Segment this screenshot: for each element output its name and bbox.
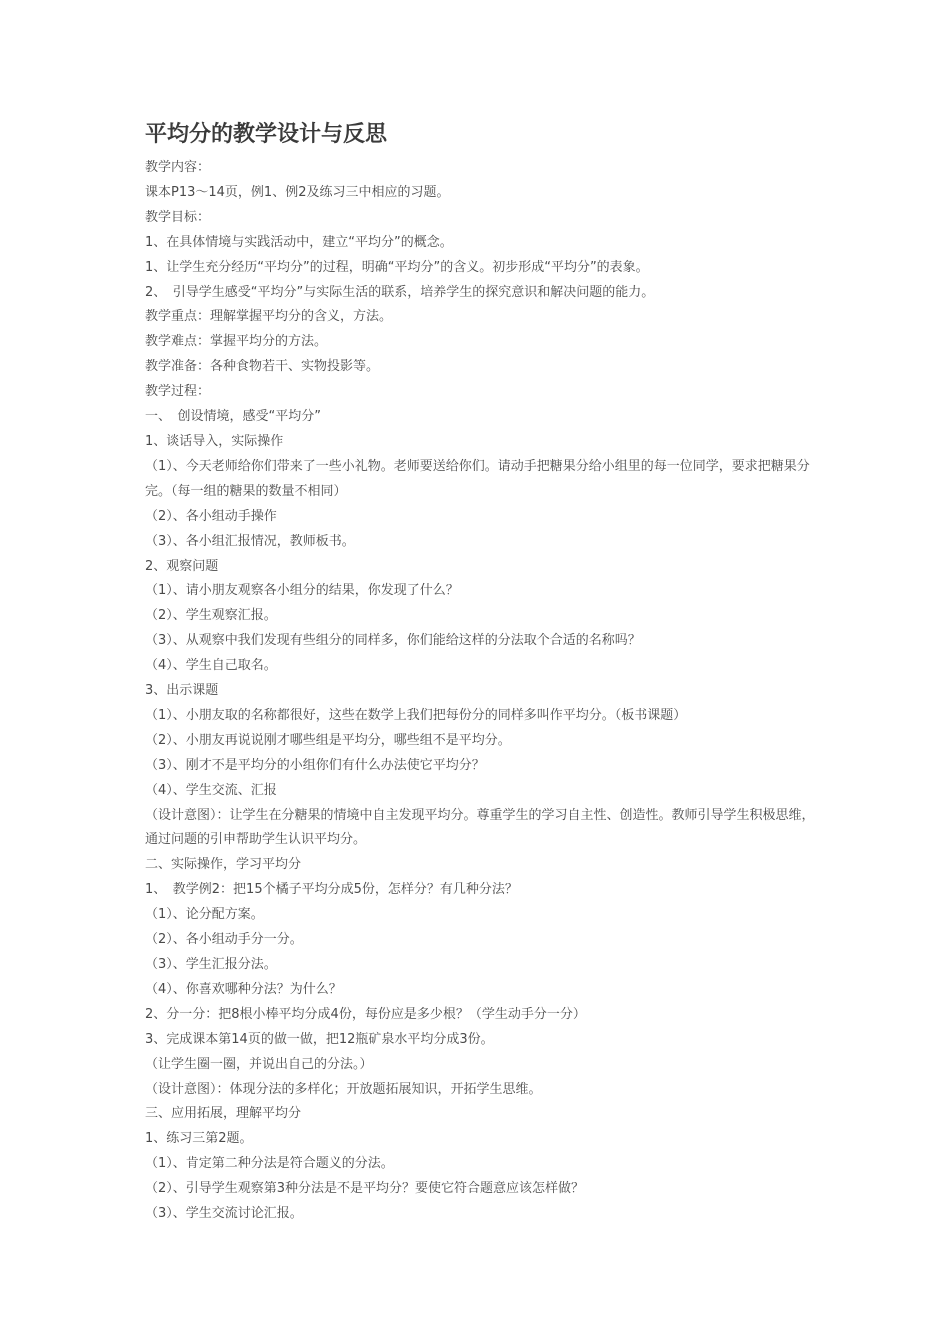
text-line: 3、完成课本第14页的做一做，把12瓶矿泉水平均分成3份。 <box>145 1031 494 1047</box>
text-line: （1）、请小朋友观察各小组分的结果，你发现了什么？ <box>145 583 459 599</box>
text-line: 教学重点：理解掌握平均分的含义，方法。 <box>145 309 393 325</box>
text-line: 2、观察问题 <box>145 558 219 574</box>
section-heading: 二、实际操作，学习平均分 <box>145 857 302 873</box>
text-line: 1、谈话导入，实际操作 <box>145 433 284 449</box>
text-line: （2）、引导学生观察第3种分法是不是平均分？要使它符合题意应该怎样做？ <box>145 1181 585 1197</box>
text-line: 教学准备：各种食物若干、实物投影等。 <box>145 359 380 375</box>
text-line: 1、在具体情境与实践活动中，建立“平均分”的概念。 <box>145 234 453 250</box>
text-line: （4）、你喜欢哪种分法？为什么？ <box>145 981 342 997</box>
text-paragraph: （设计意图）：让学生在分糖果的情境中自主发现平均分。尊重学生的学习自主性、创造性。教师引导学生积极思维，通过问题的引申帮助学生认识平均分。 <box>145 807 815 848</box>
text-line: （3）、各小组汇报情况，教师板书。 <box>145 533 355 549</box>
text-line: （2）、学生观察汇报。 <box>145 608 277 624</box>
text-line: 教学内容： <box>145 160 211 175</box>
text-line: （2）、各小组动手操作 <box>145 508 277 524</box>
text-line: （设计意图）：体现分法的多样化；开放题拓展知识，开拓学生思维。 <box>145 1081 542 1097</box>
text-paragraph: （1）、今天老师给你们带来了一些小礼物。老师要送给你们。请动手把糖果分给小组里的每一位同学，要求把糖果分完。（每一组的糖果的数量不相同） <box>145 458 810 499</box>
text-line: （3）、从观察中我们发现有些组分的同样多，你们能给这样的分法取个合适的名称吗？ <box>145 633 641 649</box>
text-line: （4）、学生交流、汇报 <box>145 782 277 798</box>
text-line: 1、练习三第2题。 <box>145 1131 253 1147</box>
text-line: 教学过程： <box>145 384 211 400</box>
text-line: （3）、刚才不是平均分的小组你们有什么办法使它平均分？ <box>145 757 485 773</box>
text-line: 2、 引导学生感受“平均分”与实际生活的联系，培养学生的探究意识和解决问题的能力。 <box>145 284 655 300</box>
document-page <box>145 120 815 1227</box>
text-line: （3）、学生交流讨论汇报。 <box>145 1206 303 1222</box>
text-line: 课本P13～14页，例1、例2及练习三中相应的习题。 <box>145 184 450 200</box>
text-line: （1）、论分配方案。 <box>145 907 264 923</box>
text-line: （1）、肯定第二种分法是符合题义的分法。 <box>145 1156 394 1172</box>
text-line: 1、让学生充分经历“平均分”的过程，明确“平均分”的含义。初步形成“平均分”的表象。 <box>145 259 649 275</box>
section-heading: 三、应用拓展，理解平均分 <box>145 1106 302 1122</box>
text-line: 1、 教学例2：把15个橘子平均分成5份，怎样分？有几种分法？ <box>145 882 518 898</box>
text-line: （1）、小朋友取的名称都很好，这些在数学上我们把每份分的同样多叫作平均分。（板书课题） <box>145 707 687 723</box>
text-line: （3）、学生汇报分法。 <box>145 957 277 972</box>
text-line: （4）、学生自己取名。 <box>145 658 277 674</box>
text-line: （2）、各小组动手分一分。 <box>145 932 303 948</box>
section-heading: 一、 创设情境，感受“平均分” <box>145 409 321 425</box>
text-line: 2、分一分：把8根小棒平均分成4份，每份应是多少根？（学生动手分一分） <box>145 1006 586 1022</box>
text-line: 教学目标： <box>145 209 211 225</box>
document-title: 平均分的教学设计与反思 <box>145 122 388 147</box>
text-line: （2）、小朋友再说说刚才哪些组是平均分，哪些组不是平均分。 <box>145 732 511 748</box>
text-line: 教学难点：掌握平均分的方法。 <box>145 334 328 350</box>
text-line: 3、出示课题 <box>145 683 219 699</box>
text-line: （让学生圈一圈，并说出自己的分法。） <box>145 1056 373 1072</box>
